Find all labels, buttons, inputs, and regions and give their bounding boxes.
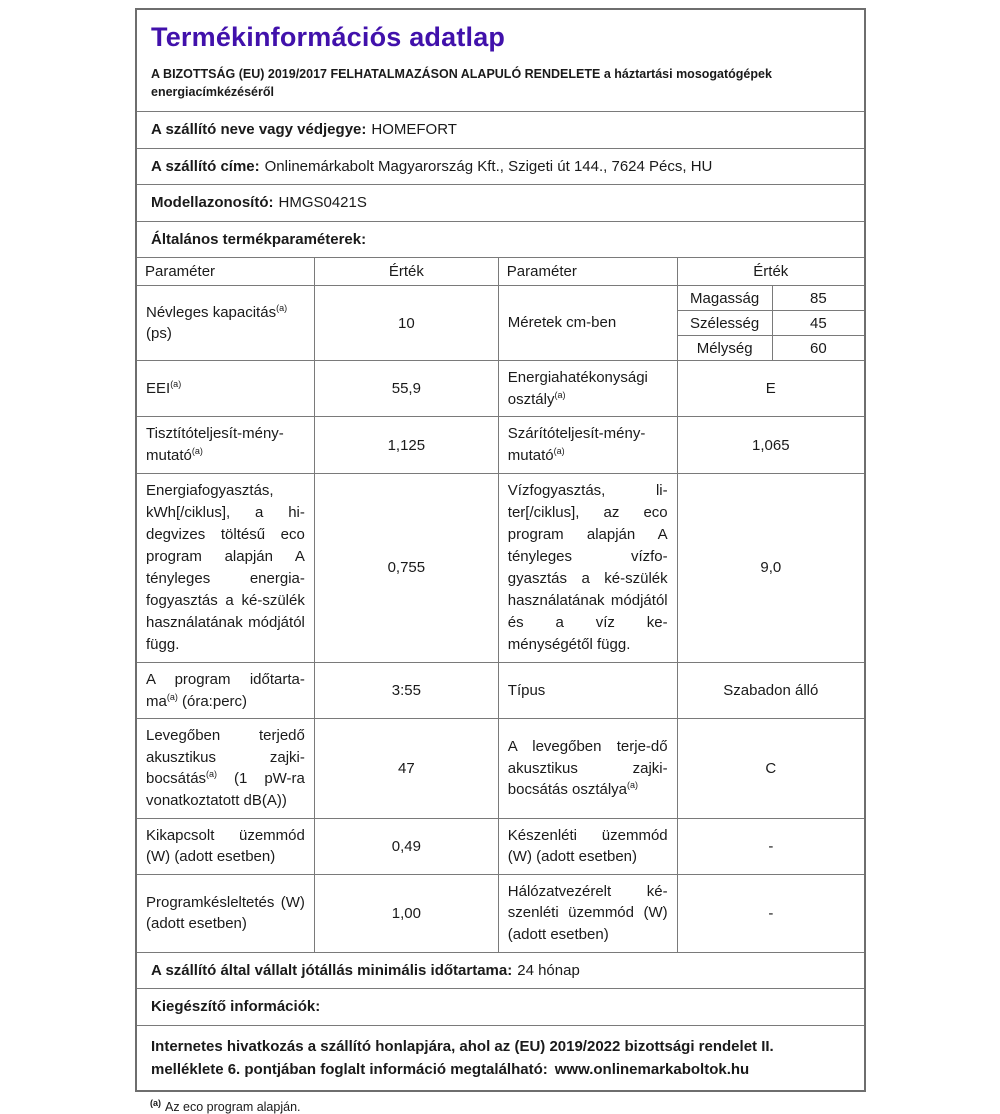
warranty-label: A szállító által vállalt jótállás minimális időtartama: xyxy=(151,961,513,979)
energy-class-value-cell: E xyxy=(677,361,864,417)
additional-info-header: Kiegészítő információk: xyxy=(151,998,321,1016)
drying-label: Szárítóteljesít-mény-mutató xyxy=(507,425,646,465)
consumption-row xyxy=(137,473,864,662)
footnote-marker-icon: (a) xyxy=(627,780,639,791)
dimension-value: 45 xyxy=(773,311,864,336)
drying-param-cell xyxy=(498,417,677,473)
param2-header: Paraméter xyxy=(498,258,677,286)
model-id-row xyxy=(137,184,864,221)
noise-class-param-cell xyxy=(498,719,677,818)
supplier-address-label: A szállító címe: xyxy=(151,157,260,175)
type-value-cell: Szabadon álló xyxy=(677,663,864,719)
energy-class-param-cell xyxy=(498,361,677,417)
dimension-value: 85 xyxy=(773,286,864,311)
delay-row xyxy=(137,874,864,951)
noise-class-value-cell: C xyxy=(677,719,864,818)
capacity-unit: (ps) xyxy=(146,325,172,343)
capacity-value-cell: 10 xyxy=(314,286,498,361)
footnote-marker-icon: (a) xyxy=(554,389,566,400)
networked-standby-value-cell: - xyxy=(677,874,864,951)
footnote-marker-icon: (a) xyxy=(166,691,178,702)
internet-reference-text: Internetes hivatkozás a szállító honlapjára, ahol az (EU) 2019/2022 bizottsági rendelet II. melléklete 6. pontjában foglalt információ megtalálható: xyxy=(151,1037,774,1078)
warranty-row xyxy=(137,952,864,989)
eei-value-cell: 55,9 xyxy=(314,361,498,417)
duration-value-cell: 3:55 xyxy=(314,663,498,719)
footnote-marker-icon: (a) xyxy=(150,1097,161,1108)
noise-value-cell: 47 xyxy=(314,719,498,818)
off-mode-param-cell: Kikapcsolt üzemmód (W) (adott esetben) xyxy=(137,818,314,874)
eei-param-cell xyxy=(137,361,314,417)
drying-value-cell: 1,065 xyxy=(677,417,864,473)
cleaning-value-cell: 1,125 xyxy=(314,417,498,473)
noise-unit: (1 pW-ra vonatkoztatott dB(A)) xyxy=(146,770,305,809)
eei-row xyxy=(137,361,864,417)
warranty-value: 24 hónap xyxy=(517,961,580,979)
duration-row xyxy=(137,663,864,719)
off-mode-value-cell: 0,49 xyxy=(314,818,498,874)
supplier-address-value: Onlinemárkabolt Magyarország Kft., Szigeti út 144., 7624 Pécs, HU xyxy=(264,157,713,175)
delay-value-cell: 1,00 xyxy=(314,874,498,951)
page-title: Termékinformációs adatlap xyxy=(151,22,506,52)
value1-header: Érték xyxy=(314,258,498,286)
additional-info-header-row xyxy=(137,988,864,1025)
footnote-marker-icon: (a) xyxy=(191,446,203,457)
energy-consumption-param-cell: Energiafogyasztás, kWh[/ciklus], a hi-degvizes töltésű eco program alapján A tényleges energia-fogyasztás a ké-szülék használatának módjától függ. xyxy=(137,473,314,662)
supplier-address-row xyxy=(137,148,864,185)
footnote-text: Az eco program alapján. xyxy=(165,1100,301,1114)
eei-label: EEI xyxy=(146,380,171,398)
footnote-marker-icon: (a) xyxy=(206,769,218,780)
duration-param-cell xyxy=(137,663,314,719)
delay-param-cell: Programkésleltetés (W) (adott esetben) xyxy=(137,874,314,951)
capacity-label: Névleges kapacitás xyxy=(146,303,277,321)
supplier-name-value: HOMEFORT xyxy=(371,121,457,139)
cleaning-param-cell xyxy=(137,417,314,473)
model-id-label: Modellazonosító: xyxy=(151,194,274,212)
noise-label: Levegőben terjedő akusztikus zajki-bocsátás xyxy=(146,727,305,788)
title-block xyxy=(137,10,864,111)
water-consumption-value-cell: 9,0 xyxy=(677,473,864,662)
cleaning-label: Tisztítóteljesít-mény-mutató xyxy=(146,425,284,465)
dimension-label: Mélység xyxy=(678,336,773,360)
supplier-name-label: A szállító neve vagy védjegye: xyxy=(151,121,367,139)
general-params-header-row xyxy=(137,221,864,258)
footnote-marker-icon: (a) xyxy=(276,302,288,313)
type-param-cell: Típus xyxy=(498,663,677,719)
dimension-label: Szélesség xyxy=(678,311,773,336)
noise-class-label: A levegőben terje-dő akusztikus zajki-bocsátás osztálya xyxy=(507,737,668,799)
model-id-value: HMGS0421S xyxy=(278,194,367,212)
water-consumption-param-cell: Vízfogyasztás, li-ter[/ciklus], az eco program alapján A tényleges vízfo-gyasztás a ké-szülék használatának módjától és a víz ke-ménységétől függ. xyxy=(498,473,677,662)
standby-value-cell: - xyxy=(677,818,864,874)
regulation-subtitle: A BIZOTTSÁG (EU) 2019/2017 FELHATALMAZÁSON ALAPULÓ RENDELETE a háztartási mosogatógépek energiacímkézéséről xyxy=(151,67,772,100)
internet-reference-row xyxy=(137,1025,864,1091)
noise-row xyxy=(137,719,864,818)
dimension-label: Magasság xyxy=(678,286,773,311)
noise-param-cell xyxy=(137,719,314,818)
energy-class-label: Energiahatékonysági osztály xyxy=(507,369,648,408)
param1-header: Paraméter xyxy=(137,258,314,286)
cleaning-row xyxy=(137,417,864,473)
general-params-header: Általános termékparaméterek: xyxy=(151,230,367,248)
energy-consumption-value-cell: 0,755 xyxy=(314,473,498,662)
footnote-marker-icon: (a) xyxy=(553,446,565,457)
product-datasheet xyxy=(135,8,866,1092)
dimension-value: 60 xyxy=(809,339,827,357)
internet-reference-url: www.onlinemarkaboltok.hu xyxy=(554,1060,750,1078)
table-header-row xyxy=(137,258,864,286)
dimensions-subtable xyxy=(677,286,864,361)
off-mode-row xyxy=(137,818,864,874)
parameters-table xyxy=(137,257,864,951)
capacity-row xyxy=(137,286,864,361)
duration-unit: (óra:perc) xyxy=(177,692,248,710)
standby-param-cell: Készenléti üzemmód (W) (adott esetben) xyxy=(498,818,677,874)
footnote xyxy=(150,1097,1000,1114)
capacity-param-cell xyxy=(137,286,314,361)
footnote-marker-icon: (a) xyxy=(170,379,182,390)
dimensions-param-cell: Méretek cm-ben xyxy=(498,286,677,361)
duration-label: A program időtarta-ma xyxy=(146,671,305,710)
networked-standby-param-cell: Hálózatvezérelt ké-szenléti üzemmód (W) (adott esetben) xyxy=(498,874,677,951)
value2-header: Érték xyxy=(677,258,864,286)
supplier-name-row xyxy=(137,111,864,148)
